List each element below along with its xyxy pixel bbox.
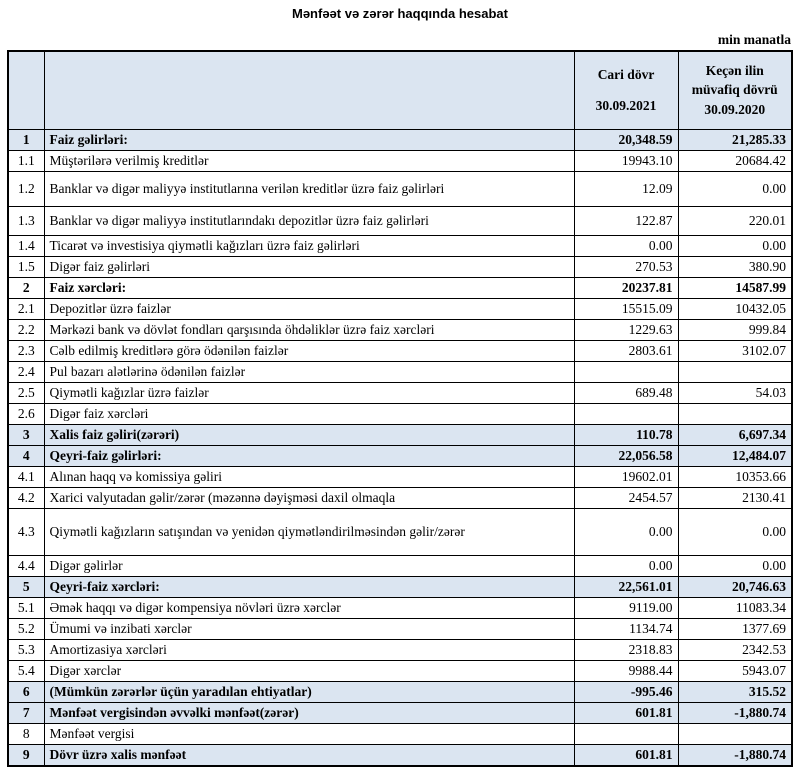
unit-note: min manatla [717, 32, 791, 47]
header-current-period [574, 51, 678, 129]
row-label-cell: Faiz xərcləri: [44, 277, 574, 298]
row-label-cell: Alınan haqq və komissiya gəliri [44, 466, 574, 487]
row-number-cell: 2.3 [8, 340, 44, 361]
row-label-cell: Cəlb edilmiş kreditlərə görə ödənilən faizlər [44, 340, 574, 361]
previous-value-cell: 14587.99 [678, 277, 792, 298]
row-label-cell: Ticarət və investisiya qiymətli kağızları üzrə faiz gəlirləri [44, 235, 574, 256]
previous-value-cell: 999.84 [678, 319, 792, 340]
row-number-cell: 4.4 [8, 555, 44, 576]
current-value-cell [574, 403, 678, 424]
table-row [8, 681, 792, 702]
table-row [8, 723, 792, 744]
header-current-line2: 30.09.2021 [595, 98, 657, 114]
row-number-cell: 2.1 [8, 298, 44, 319]
current-value-cell: 15515.09 [574, 298, 678, 319]
previous-value-cell: 3102.07 [678, 340, 792, 361]
previous-value-cell: 380.90 [678, 256, 792, 277]
previous-value-cell: 0.00 [678, 235, 792, 256]
table-row [8, 466, 792, 487]
row-number-cell: 4.2 [8, 487, 44, 508]
header-label-cell [44, 51, 574, 129]
table-row [8, 660, 792, 681]
table-row [8, 298, 792, 319]
row-label-cell: Amortizasiya xərcləri [44, 639, 574, 660]
row-number-cell: 6 [8, 681, 44, 702]
row-number-cell: 5 [8, 576, 44, 597]
table-row [8, 445, 792, 466]
previous-value-cell: 220.01 [678, 206, 792, 235]
table-row [8, 403, 792, 424]
row-label-cell: Qeyri-faiz xərcləri: [44, 576, 574, 597]
current-value-cell: 9988.44 [574, 660, 678, 681]
header-number-cell [8, 51, 44, 129]
previous-value-cell: 0.00 [678, 508, 792, 555]
current-value-cell: 22,561.01 [574, 576, 678, 597]
row-number-cell: 2.6 [8, 403, 44, 424]
table-row [8, 171, 792, 206]
row-number-cell: 1.4 [8, 235, 44, 256]
previous-value-cell: 11083.34 [678, 597, 792, 618]
previous-value-cell: 21,285.33 [678, 129, 792, 150]
table-header [8, 51, 792, 129]
previous-value-cell: 0.00 [678, 555, 792, 576]
previous-value-cell: -1,880.74 [678, 702, 792, 723]
current-value-cell: 12.09 [574, 171, 678, 206]
current-value-cell: 19943.10 [574, 150, 678, 171]
current-value-cell: -995.46 [574, 681, 678, 702]
row-label-cell: Faiz gəlirləri: [44, 129, 574, 150]
table-row [8, 618, 792, 639]
row-label-cell: Digər faiz gəlirləri [44, 256, 574, 277]
current-value-cell: 1229.63 [574, 319, 678, 340]
row-number-cell: 1.5 [8, 256, 44, 277]
row-number-cell: 1.1 [8, 150, 44, 171]
current-value-cell: 20,348.59 [574, 129, 678, 150]
current-value-cell: 22,056.58 [574, 445, 678, 466]
row-label-cell: Banklar və digər maliyyə institutlarındakı depozitlər üzrə faiz gəlirləri [44, 206, 574, 235]
row-number-cell: 1.2 [8, 171, 44, 206]
table-row [8, 555, 792, 576]
previous-value-cell: 54.03 [678, 382, 792, 403]
row-label-cell: Mənfəət vergisindən əvvəlki mənfəət(zərər) [44, 702, 574, 723]
row-number-cell: 1 [8, 129, 44, 150]
previous-value-cell: 2130.41 [678, 487, 792, 508]
previous-value-cell: 20,746.63 [678, 576, 792, 597]
current-value-cell: 689.48 [574, 382, 678, 403]
table-row [8, 129, 792, 150]
current-value-cell: 0.00 [574, 508, 678, 555]
table-row [8, 639, 792, 660]
row-label-cell: Depozitlər üzrə faizlər [44, 298, 574, 319]
row-number-cell: 2.4 [8, 361, 44, 382]
header-previous-line2: müvafiq dövrü [691, 82, 778, 98]
row-label-cell: Pul bazarı alətlərinə ödənilən faizlər [44, 361, 574, 382]
row-label-cell: Mərkəzi bank və dövlət fondları qarşısında öhdəliklər üzrə faiz xərcləri [44, 319, 574, 340]
pl-table-body [8, 129, 792, 766]
row-label-cell: Digər gəlirlər [44, 555, 574, 576]
previous-value-cell: 5943.07 [678, 660, 792, 681]
current-value-cell: 19602.01 [574, 466, 678, 487]
current-value-cell: 601.81 [574, 702, 678, 723]
current-value-cell: 122.87 [574, 206, 678, 235]
row-label-cell: Qeyri-faiz gəlirləri: [44, 445, 574, 466]
row-number-cell: 7 [8, 702, 44, 723]
current-value-cell: 2318.83 [574, 639, 678, 660]
previous-value-cell [678, 403, 792, 424]
header-previous-line3: 30.09.2020 [704, 102, 766, 118]
current-value-cell: 9119.00 [574, 597, 678, 618]
row-label-cell: Mənfəət vergisi [44, 723, 574, 744]
previous-value-cell: 315.52 [678, 681, 792, 702]
table-row [8, 340, 792, 361]
current-value-cell: 0.00 [574, 235, 678, 256]
current-value-cell [574, 361, 678, 382]
row-label-cell: Digər faiz xərcləri [44, 403, 574, 424]
current-value-cell [574, 723, 678, 744]
table-row [8, 361, 792, 382]
previous-value-cell [678, 361, 792, 382]
row-number-cell: 5.4 [8, 660, 44, 681]
row-label-cell: Qiymətli kağızların satışından və yenidən qiymətləndirilməsindən gəlir/zərər [44, 508, 574, 555]
table-row [8, 597, 792, 618]
row-label-cell: (Mümkün zərərlər üçün yaradılan ehtiyatlar) [44, 681, 574, 702]
current-value-cell: 2454.57 [574, 487, 678, 508]
row-number-cell: 9 [8, 744, 44, 766]
row-number-cell: 5.3 [8, 639, 44, 660]
row-number-cell: 2.2 [8, 319, 44, 340]
table-row [8, 382, 792, 403]
row-label-cell: Dövr üzrə xalis mənfəət [44, 744, 574, 766]
current-value-cell: 1134.74 [574, 618, 678, 639]
row-label-cell: Banklar və digər maliyyə institutlarına verilən kreditlər üzrə faiz gəlirləri [44, 171, 574, 206]
table-row [8, 206, 792, 235]
table-row [8, 487, 792, 508]
previous-value-cell: 20684.42 [678, 150, 792, 171]
profit-loss-table [7, 50, 793, 767]
previous-value-cell: 0.00 [678, 171, 792, 206]
header-previous-line1: Keçən ilin [705, 62, 764, 78]
current-value-cell: 2803.61 [574, 340, 678, 361]
current-value-cell: 0.00 [574, 555, 678, 576]
previous-value-cell: 10353.66 [678, 466, 792, 487]
table-row [8, 744, 792, 766]
table-row [8, 235, 792, 256]
row-number-cell: 4.3 [8, 508, 44, 555]
header-row [8, 51, 792, 129]
page-title: Mənfəət və zərər haqqında hesabat [291, 6, 508, 21]
row-number-cell: 8 [8, 723, 44, 744]
previous-value-cell: 2342.53 [678, 639, 792, 660]
previous-value-cell: 6,697.34 [678, 424, 792, 445]
previous-value-cell: -1,880.74 [678, 744, 792, 766]
previous-value-cell: 12,484.07 [678, 445, 792, 466]
table-row [8, 150, 792, 171]
header-previous-period [678, 51, 792, 129]
current-value-cell: 20237.81 [574, 277, 678, 298]
table-row [8, 576, 792, 597]
row-number-cell: 2.5 [8, 382, 44, 403]
table-row [8, 424, 792, 445]
row-label-cell: Ümumi və inzibati xərclər [44, 618, 574, 639]
row-number-cell: 4 [8, 445, 44, 466]
header-current-line1: Cari dövr [597, 66, 655, 82]
row-label-cell: Xarici valyutadan gəlir/zərər (məzənnə dəyişməsi daxil olmaqla [44, 487, 574, 508]
row-label-cell: Əmək haqqı və digər kompensiya növləri üzrə xərclər [44, 597, 574, 618]
current-value-cell: 601.81 [574, 744, 678, 766]
current-value-cell: 110.78 [574, 424, 678, 445]
row-number-cell: 2 [8, 277, 44, 298]
row-number-cell: 5.2 [8, 618, 44, 639]
table-row [8, 508, 792, 555]
row-label-cell: Müştərilərə verilmiş kreditlər [44, 150, 574, 171]
row-number-cell: 5.1 [8, 597, 44, 618]
row-label-cell: Xalis faiz gəliri(zərəri) [44, 424, 574, 445]
table-row [8, 702, 792, 723]
table-row [8, 319, 792, 340]
previous-value-cell: 10432.05 [678, 298, 792, 319]
row-label-cell: Qiymətli kağızlar üzrə faizlər [44, 382, 574, 403]
previous-value-cell [678, 723, 792, 744]
row-number-cell: 4.1 [8, 466, 44, 487]
table-row [8, 277, 792, 298]
row-label-cell: Digər xərclər [44, 660, 574, 681]
row-number-cell: 1.3 [8, 206, 44, 235]
previous-value-cell: 1377.69 [678, 618, 792, 639]
table-row [8, 256, 792, 277]
current-value-cell: 270.53 [574, 256, 678, 277]
row-number-cell: 3 [8, 424, 44, 445]
